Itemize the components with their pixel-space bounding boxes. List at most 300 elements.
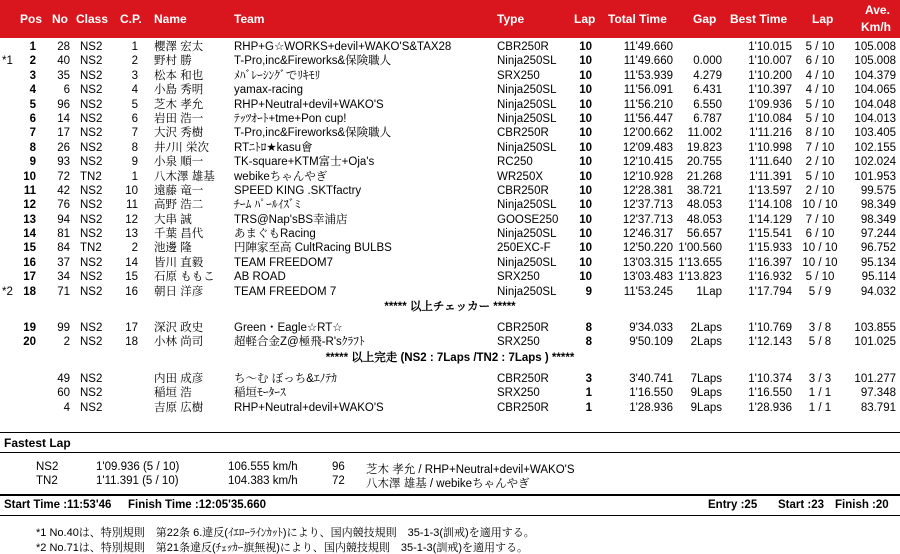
best-cell: 1'10.998 <box>748 141 792 154</box>
team-cell: T-Pro,inc&Fireworks&保険職人 <box>234 127 392 140</box>
name-cell: 千葉 昌代 <box>154 228 204 241</box>
bestlap-cell: 6 / 10 <box>805 228 835 241</box>
table-row <box>0 256 900 270</box>
class-cell: NS2 <box>80 228 103 241</box>
total-cell: 12'10.928 <box>622 170 673 183</box>
no-cell: 2 <box>63 336 70 349</box>
bestlap-cell: 5 / 10 <box>805 98 835 111</box>
lap-cell: 10 <box>579 170 592 183</box>
pos-cell: 16 <box>23 256 36 269</box>
best-cell: 1'10.769 <box>748 322 792 335</box>
gap-cell: 7Laps <box>690 372 722 385</box>
ave-cell: 98.349 <box>860 213 896 226</box>
name-cell: 吉原 広樹 <box>154 401 204 414</box>
table-row <box>0 386 900 400</box>
cp-cell: 4 <box>131 84 138 97</box>
team-cell: 超軽合金Z@極飛-R'sｸﾗﾌﾄ <box>234 336 365 349</box>
ave-cell: 97.244 <box>860 228 896 241</box>
class-cell: NS2 <box>80 199 103 212</box>
lap-cell: 10 <box>579 156 592 169</box>
team-cell: あまぐもRacing <box>234 228 316 241</box>
best-cell: 1'15.541 <box>748 228 792 241</box>
class-cell: NS2 <box>80 112 103 125</box>
table-row <box>0 170 900 184</box>
gap-cell: 6.787 <box>693 112 722 125</box>
total-cell: 1'28.936 <box>629 401 673 414</box>
note-mark: *1 <box>2 55 13 68</box>
col-kmh: Km/h <box>861 20 891 34</box>
bestlap-cell: 3 / 3 <box>808 372 832 385</box>
col-name: Name <box>154 12 187 26</box>
name-cell: 芝木 孝允 <box>154 98 204 111</box>
best-cell: 1'11.391 <box>749 170 792 183</box>
total-cell: 3'40.741 <box>629 372 673 385</box>
ave-cell: 101.953 <box>854 170 896 183</box>
type-cell: 250EXC-F <box>497 242 551 255</box>
team-cell: TEAM FREEDOM7 <box>234 256 334 269</box>
type-cell: Ninja250SL <box>497 141 557 154</box>
fastest-time: 1'09.936 (5 / 10) <box>96 461 180 473</box>
total-cell: 12'46.317 <box>622 228 673 241</box>
team-cell: TK-square+KTM富士+Oja's <box>234 156 375 169</box>
entry-count: Entry :25 <box>708 499 758 511</box>
total-cell: 11'56.091 <box>623 84 673 97</box>
table-row <box>0 54 900 68</box>
col-ave: Ave. <box>865 3 890 17</box>
class-cell: NS2 <box>80 98 103 111</box>
pos-cell: 1 <box>29 41 36 53</box>
name-cell: 岩田 浩一 <box>154 112 204 125</box>
ave-cell: 104.379 <box>854 69 896 82</box>
table-row <box>0 372 900 386</box>
note-mark: *2 <box>2 285 13 298</box>
team-cell: 稲垣ﾓｰﾀｰｽ <box>234 387 286 400</box>
col-no: No <box>52 12 68 26</box>
bestlap-cell: 4 / 10 <box>805 84 835 97</box>
team-cell: RTﾆﾄﾛ★kasu會 <box>234 141 313 154</box>
total-cell: 12'37.713 <box>622 199 673 212</box>
pos-cell: 8 <box>29 141 36 154</box>
class-cell: NS2 <box>80 401 103 414</box>
no-cell: 93 <box>57 156 70 169</box>
team-cell: SPEED KING .SKTfactry <box>234 184 362 197</box>
pos-cell: 19 <box>23 322 36 335</box>
total-cell: 12'37.713 <box>622 213 673 226</box>
name-cell: 野村 勝 <box>154 55 192 68</box>
table-row <box>0 184 900 198</box>
results-header <box>0 0 900 38</box>
total-cell: 12'50.220 <box>622 242 673 255</box>
fastest-class: TN2 <box>36 475 58 487</box>
class-cell: NS2 <box>80 285 103 298</box>
fastest-rider: 八木澤 雄基 / webikeちゃんやぎ <box>366 478 530 490</box>
table-row <box>0 69 900 83</box>
best-cell: 1'10.200 <box>748 69 792 82</box>
gap-cell: 9Laps <box>690 387 722 400</box>
ave-cell: 105.008 <box>854 41 896 53</box>
cp-cell: 6 <box>131 112 138 125</box>
ave-cell: 101.025 <box>854 336 896 349</box>
lap-cell: 8 <box>585 336 592 349</box>
total-cell: 13'03.483 <box>622 271 673 284</box>
gap-cell: 19.823 <box>686 141 722 154</box>
table-row <box>0 198 900 212</box>
total-cell: 13'03.315 <box>622 256 673 269</box>
class-cell: NS2 <box>80 336 103 349</box>
lap-cell: 8 <box>585 322 592 335</box>
cp-cell: 10 <box>125 184 138 197</box>
cp-cell: 9 <box>131 156 138 169</box>
pos-cell: 11 <box>23 184 36 197</box>
best-cell: 1'15.933 <box>748 242 792 255</box>
pos-cell: 6 <box>29 112 36 125</box>
no-cell: 84 <box>57 242 70 255</box>
classified-block <box>0 40 900 299</box>
no-cell: 14 <box>57 112 70 125</box>
bestlap-cell: 10 / 10 <box>802 256 838 269</box>
pos-cell: 20 <box>23 336 36 349</box>
bestlap-cell: 5 / 10 <box>805 170 835 183</box>
table-row <box>0 155 900 169</box>
ave-cell: 105.008 <box>854 55 896 68</box>
type-cell: SRX250 <box>497 336 540 349</box>
col-pos: Pos <box>20 12 43 26</box>
name-cell: 朝日 洋彦 <box>154 285 204 298</box>
no-cell: 17 <box>57 127 70 140</box>
team-cell: RHP+Neutral+devil+WAKO'S <box>234 98 384 111</box>
table-row <box>0 321 900 335</box>
best-cell: 1'17.794 <box>748 285 792 298</box>
bestlap-cell: 5 / 9 <box>808 285 832 298</box>
class-cell: NS2 <box>80 55 103 68</box>
gap-cell: 56.657 <box>686 228 722 241</box>
finishers-block <box>0 321 900 350</box>
cp-cell: 7 <box>131 127 138 140</box>
best-cell: 1'11.216 <box>749 127 792 140</box>
cp-cell: 8 <box>131 141 138 154</box>
pos-cell: 7 <box>29 127 36 140</box>
table-row <box>0 126 900 140</box>
cp-cell: 1 <box>131 41 138 53</box>
cp-cell: 11 <box>126 199 138 212</box>
gap-cell: 4.279 <box>693 69 722 82</box>
class-cell: NS2 <box>80 271 103 284</box>
name-cell: 石原 ももこ <box>154 271 215 284</box>
ave-cell: 103.405 <box>854 127 896 140</box>
team-cell: ﾃｯﾂｵｰﾄ+tme+Pon cup! <box>234 112 347 125</box>
ave-cell: 103.855 <box>854 322 896 335</box>
lap-cell: 10 <box>579 242 592 255</box>
team-cell: T-Pro,inc&Fireworks&保険職人 <box>234 55 392 68</box>
ave-cell: 95.134 <box>860 256 896 269</box>
lap-cell: 10 <box>579 55 592 68</box>
type-cell: SRX250 <box>497 69 540 82</box>
ave-cell: 96.752 <box>860 242 896 255</box>
team-cell: Green・Eagle☆RT☆ <box>234 322 343 335</box>
class-cell: NS2 <box>80 184 103 197</box>
no-cell: 99 <box>57 322 70 335</box>
best-cell: 1'09.936 <box>748 98 792 111</box>
name-cell: 小泉 順一 <box>154 156 204 169</box>
gap-cell: 21.268 <box>686 170 722 183</box>
ave-cell: 102.155 <box>854 141 896 154</box>
name-cell: 深沢 政史 <box>154 322 204 335</box>
bestlap-cell: 2 / 10 <box>805 156 835 169</box>
best-cell: 1'12.143 <box>748 336 792 349</box>
best-cell: 1'11.640 <box>749 156 792 169</box>
ave-cell: 98.349 <box>860 199 896 212</box>
total-cell: 11'49.660 <box>623 55 673 68</box>
type-cell: Ninja250SL <box>497 256 557 269</box>
total-cell: 11'49.660 <box>623 41 673 53</box>
bestlap-cell: 5 / 10 <box>805 271 835 284</box>
table-row <box>0 270 900 284</box>
team-cell: TRS@Nap'sBS幸浦店 <box>234 213 348 226</box>
lap-cell: 10 <box>579 228 592 241</box>
no-cell: 6 <box>63 84 70 97</box>
no-cell: 60 <box>57 387 70 400</box>
best-cell: 1'10.015 <box>748 41 792 53</box>
table-row <box>0 141 900 155</box>
best-cell: 1'10.084 <box>748 112 792 125</box>
team-cell: webikeちゃんやぎ <box>234 170 328 183</box>
bestlap-cell: 6 / 10 <box>805 55 835 68</box>
lap-cell: 10 <box>579 98 592 111</box>
fastest-speed: 106.555 km/h <box>228 461 298 473</box>
gap-cell: 48.053 <box>686 199 722 212</box>
name-cell: 池邊 隆 <box>154 242 192 255</box>
pos-cell: 12 <box>23 199 36 212</box>
fastest-no: 72 <box>332 475 345 487</box>
lap-cell: 10 <box>579 256 592 269</box>
total-cell: 1'16.550 <box>629 387 673 400</box>
table-row <box>0 241 900 255</box>
gap-cell: 1'00.560 <box>678 242 722 255</box>
pos-cell: 10 <box>23 170 36 183</box>
team-cell: 円陣家至高 CultRacing BULBS <box>234 242 392 255</box>
col-class: Class <box>76 12 109 26</box>
cp-cell: 16 <box>125 285 138 298</box>
team-cell: RHP+G☆WORKS+devil+WAKO'S&TAX28 <box>234 41 452 53</box>
lap-cell: 10 <box>579 69 592 82</box>
best-cell: 1'14.108 <box>748 199 792 212</box>
ave-cell: 94.032 <box>860 285 896 298</box>
cp-cell: 12 <box>125 213 138 226</box>
name-cell: 松本 和也 <box>154 69 204 82</box>
type-cell: CBR250R <box>497 372 549 385</box>
class-cell: NS2 <box>80 69 103 82</box>
pos-cell: 5 <box>29 98 36 111</box>
name-cell: 稲垣 浩 <box>154 387 192 400</box>
type-cell: GOOSE250 <box>497 213 559 226</box>
cp-cell: 3 <box>131 69 138 82</box>
fastest-rider: 芝木 孝允 / RHP+Neutral+devil+WAKO'S <box>366 464 575 476</box>
lap-cell: 10 <box>579 41 592 53</box>
total-cell: 11'53.245 <box>623 285 673 298</box>
no-cell: 26 <box>57 141 70 154</box>
table-row <box>0 401 900 415</box>
best-cell: 1'14.129 <box>748 213 792 226</box>
total-cell: 12'28.381 <box>622 184 673 197</box>
no-cell: 35 <box>57 69 70 82</box>
total-cell: 12'00.662 <box>622 127 673 140</box>
ave-cell: 97.348 <box>860 387 896 400</box>
table-row <box>0 40 900 54</box>
lap-cell: 10 <box>579 112 592 125</box>
best-cell: 1'10.397 <box>748 84 792 97</box>
gap-cell: 11.002 <box>687 127 722 140</box>
lap-cell: 10 <box>579 84 592 97</box>
team-cell: ﾁｰﾑ ﾊﾟｰﾙｲｽﾞﾐ <box>234 199 301 212</box>
no-cell: 72 <box>57 170 70 183</box>
lap-cell: 10 <box>579 141 592 154</box>
class-cell: NS2 <box>80 156 103 169</box>
best-cell: 1'13.597 <box>748 184 792 197</box>
col-type: Type <box>497 12 525 26</box>
bestlap-cell: 7 / 10 <box>805 141 835 154</box>
type-cell: Ninja250SL <box>497 55 557 68</box>
no-cell: 42 <box>57 184 70 197</box>
total-cell: 12'09.483 <box>622 141 673 154</box>
col-cp: C.P. <box>120 12 142 26</box>
cp-cell: 1 <box>131 170 138 183</box>
type-cell: Ninja250SL <box>497 285 557 298</box>
table-row <box>0 335 900 349</box>
bestlap-cell: 1 / 1 <box>808 401 832 414</box>
table-row <box>0 98 900 112</box>
bestlap-cell: 8 / 10 <box>805 127 835 140</box>
type-cell: WR250X <box>497 170 544 183</box>
type-cell: Ninja250SL <box>497 112 557 125</box>
total-cell: 9'34.033 <box>629 322 673 335</box>
type-cell: SRX250 <box>497 387 540 400</box>
lap-cell: 10 <box>579 199 592 212</box>
name-cell: 高野 浩二 <box>154 199 204 212</box>
team-cell: ち～む ぼっち&ｴﾉﾃｶ <box>234 372 337 385</box>
total-cell: 11'53.939 <box>623 69 673 82</box>
best-cell: 1'10.007 <box>748 55 792 68</box>
type-cell: Ninja250SL <box>497 228 557 241</box>
total-cell: 9'50.109 <box>629 336 673 349</box>
bestlap-cell: 4 / 10 <box>805 69 835 82</box>
fastest-lap-title: Fastest Lap <box>4 436 71 450</box>
pos-cell: 14 <box>23 228 36 241</box>
name-cell: 八木澤 雄基 <box>154 170 215 183</box>
col-lap: Lap <box>574 12 596 26</box>
class-cell: TN2 <box>80 242 102 255</box>
name-cell: 小島 秀明 <box>154 84 204 97</box>
type-cell: Ninja250SL <box>497 84 557 97</box>
class-cell: NS2 <box>80 141 103 154</box>
class-cell: NS2 <box>80 387 103 400</box>
results-table <box>0 40 900 415</box>
type-cell: CBR250R <box>497 41 549 53</box>
gap-cell: 6.431 <box>693 84 722 97</box>
team-cell: ﾒﾊﾞﾚｰｼﾝｸﾞでﾘｷﾓﾘ <box>234 69 321 82</box>
bestlap-cell: 3 / 8 <box>808 322 832 335</box>
class-cell: NS2 <box>80 213 103 226</box>
finish-separator: ***** 以上完走 (NS2 : 7Laps /TN2 : 7Laps ) ***** <box>325 351 575 364</box>
total-cell: 12'10.415 <box>622 156 673 169</box>
best-cell: 1'28.936 <box>748 401 792 414</box>
table-row <box>0 112 900 126</box>
start-count: Start :23 <box>778 499 825 511</box>
cp-cell: 13 <box>125 228 138 241</box>
ave-cell: 95.114 <box>861 271 896 284</box>
gap-cell: 1'13.823 <box>678 271 722 284</box>
type-cell: CBR250R <box>497 401 549 414</box>
start-time: Start Time :11:53'46 <box>4 499 112 511</box>
col-best: Best Time <box>730 12 788 26</box>
pos-cell: 2 <box>29 55 36 68</box>
type-cell: RC250 <box>497 156 533 169</box>
lap-cell: 3 <box>585 372 592 385</box>
cp-cell: 5 <box>131 98 138 111</box>
ave-cell: 99.575 <box>860 184 896 197</box>
best-cell: 1'16.550 <box>748 387 792 400</box>
cp-cell: 17 <box>125 322 138 335</box>
gap-cell: 20.755 <box>686 156 722 169</box>
name-cell: 大串 誠 <box>154 213 192 226</box>
type-cell: CBR250R <box>497 127 549 140</box>
penalty-note-1: *1 No.40は、特別規則 第22条 6.違反(ｲｴﾛｰﾗｲﾝｶｯﾄ)により、国内競技規則 35-1-3(訓戒)を適用する。 <box>36 527 535 539</box>
lap-cell: 10 <box>579 127 592 140</box>
table-row <box>0 83 900 97</box>
col-bestlap: Lap <box>812 12 834 26</box>
gap-cell: 2Laps <box>690 322 722 335</box>
col-total: Total Time <box>608 12 667 26</box>
class-cell: NS2 <box>80 41 103 53</box>
ave-cell: 104.065 <box>854 84 896 97</box>
gap-cell: 38.721 <box>686 184 722 197</box>
name-cell: 大沢 秀樹 <box>154 127 204 140</box>
no-cell: 40 <box>57 55 70 68</box>
gap-cell: 0.000 <box>693 55 722 68</box>
lap-cell: 10 <box>579 213 592 226</box>
class-cell: NS2 <box>80 84 103 97</box>
lap-cell: 10 <box>579 271 592 284</box>
team-cell: AB ROAD <box>234 271 286 284</box>
ave-cell: 101.277 <box>854 372 896 385</box>
finish-count: Finish :20 <box>835 499 889 511</box>
table-row <box>0 285 900 299</box>
type-cell: Ninja250SL <box>497 199 557 212</box>
table-row <box>0 213 900 227</box>
type-cell: CBR250R <box>497 322 549 335</box>
class-cell: NS2 <box>80 256 103 269</box>
best-cell: 1'16.932 <box>748 271 792 284</box>
no-cell: 96 <box>57 98 70 111</box>
gap-cell: 1Lap <box>696 285 722 298</box>
type-cell: CBR250R <box>497 184 549 197</box>
no-cell: 37 <box>57 256 70 269</box>
lap-cell: 10 <box>579 184 592 197</box>
gap-cell: 6.550 <box>693 98 722 111</box>
pos-cell: 3 <box>29 69 36 82</box>
bestlap-cell: 2 / 10 <box>805 184 835 197</box>
ave-cell: 104.048 <box>854 98 896 111</box>
type-cell: Ninja250SL <box>497 98 557 111</box>
gap-cell: 1'13.655 <box>678 256 722 269</box>
dnf-block <box>0 372 900 415</box>
col-team: Team <box>234 12 265 26</box>
total-cell: 11'56.447 <box>623 112 673 125</box>
no-cell: 76 <box>57 199 70 212</box>
fastest-class: NS2 <box>36 461 59 473</box>
class-cell: NS2 <box>80 372 103 385</box>
bestlap-cell: 10 / 10 <box>802 242 838 255</box>
team-cell: TEAM FREEDOM 7 <box>234 285 337 298</box>
